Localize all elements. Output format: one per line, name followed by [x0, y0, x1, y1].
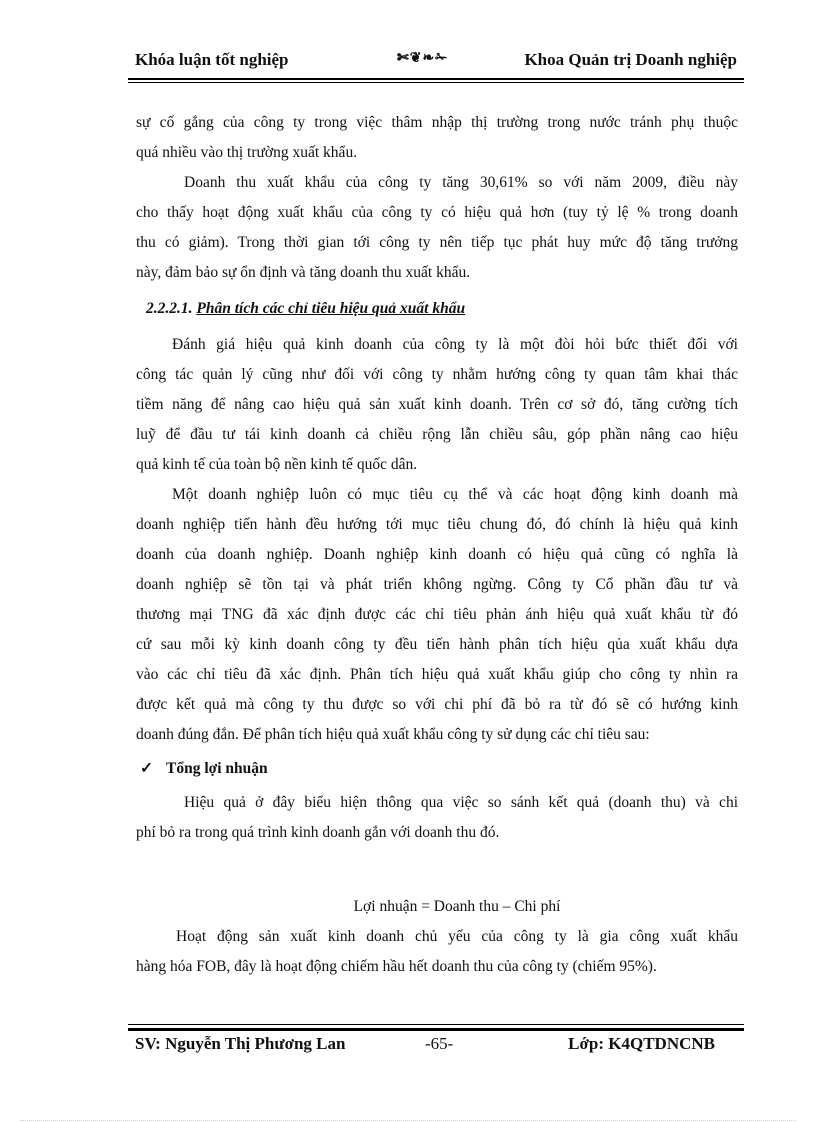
paragraph-1 — [136, 108, 738, 168]
text-line: này, đảm bảo sự ổn định và tăng doanh thu xuất khẩu. — [136, 264, 471, 281]
text-line: doanh nghiệp sẽ tồn tại và phát triển không ngừng. Công ty Cổ phần đầu tư và — [136, 576, 738, 593]
text-line: được kết quả mà công ty thu được so với chi phí đã bỏ ra từ đó sẽ có hướng kinh — [136, 696, 738, 713]
text-line: Hiệu quả ở đây biểu hiện thông qua việc so sánh kết quả (doanh thu) và chi — [184, 794, 738, 811]
footer-rule — [128, 1028, 744, 1031]
text-line: quá nhiều vào thị trường xuất khẩu. — [136, 144, 358, 161]
footer-rule-thin — [128, 1024, 744, 1025]
text-line: phí bỏ ra trong quá trình kinh doanh gắn với doanh thu đó. — [136, 824, 500, 841]
paragraph-6 — [136, 922, 738, 982]
formula-text: Lợi nhuận = Doanh thu – Chi phí — [353, 898, 561, 915]
text-line: sự cố gắng của công ty trong việc thâm nhập thị trường trong nước tránh phụ thuộc — [136, 114, 738, 131]
text-line: Hoạt động sản xuất kinh doanh chủ yếu của công ty là gia công xuất khẩu — [176, 928, 738, 945]
text-line: công tác quản lý cũng như đối với công ty nhằm hướng công ty quan tâm khai thác — [136, 366, 738, 383]
header-faculty: Khoa Quản trị Doanh nghiệp — [524, 50, 737, 69]
footer-student: SV: Nguyễn Thị Phương Lan — [135, 1034, 346, 1053]
checkmark-icon: ✓ — [140, 760, 153, 777]
text-line: doanh nghiệp tiến hành đều hướng tới mục tiêu chung đó, đó chính là hiệu quả kinh — [136, 516, 738, 533]
text-line: Một doanh nghiệp luôn có mục tiêu cụ thể và các hoạt động kinh doanh mà — [172, 486, 738, 503]
formula — [136, 892, 738, 922]
page-edge — [20, 1120, 796, 1121]
page-content — [136, 108, 738, 982]
header-rule — [128, 78, 744, 80]
page-footer — [135, 1034, 715, 1060]
header-thesis-title: Khóa luận tốt nghiệp — [135, 50, 289, 69]
paragraph-2 — [136, 168, 738, 288]
text-line: doanh đúng đắn. Để phân tích hiệu quả xuất khẩu công ty sử dụng các chỉ tiêu sau: — [136, 726, 650, 743]
text-line: tiềm năng để nâng cao hiệu quả sản xuất kinh doanh. Trên cơ sở đó, tăng cường tích — [136, 396, 738, 413]
header-rule-thin — [128, 82, 744, 83]
paragraph-4 — [136, 480, 738, 750]
text-line: quả kinh tế của toàn bộ nền kinh tế quốc dân. — [136, 456, 418, 473]
text-line: Doanh thu xuất khẩu của công ty tăng 30,61% so với năm 2009, điều này — [184, 174, 738, 191]
text-line: thu có giảm). Trong thời gian tới công ty nên tiếp tục phát huy mức độ tăng trưởng — [136, 234, 738, 251]
bullet-item — [136, 754, 738, 784]
text-line: thương mại TNG đã xác định được các chỉ tiêu phản ánh hiệu quả xuất khẩu từ đó — [136, 606, 738, 623]
paragraph-5 — [136, 788, 738, 848]
text-line: hàng hóa FOB, đây là hoạt động chiếm hầu hết doanh thu của công ty (chiếm 95%). — [136, 958, 657, 975]
text-line: Đánh giá hiệu quả kinh doanh của công ty là một đòi hỏi bức thiết đối với — [172, 336, 738, 353]
section-number: 2.2.2.1. — [146, 300, 193, 317]
paragraph-3 — [136, 330, 738, 480]
text-line: cho thấy hoạt động xuất khẩu của công ty có hiệu quả hơn (tuy tỷ lệ % trong doanh — [136, 204, 738, 221]
text-line: doanh của doanh nghiệp. Doanh nghiệp kinh doanh có hiệu quả cũng có nghĩa là — [136, 546, 738, 563]
header-ornament-icon: ✄❦❧✁ — [397, 51, 448, 66]
text-line: luỹ để đầu tư tái kinh doanh cả chiều rộng lẫn chiều sâu, góp phần nâng cao hiệu — [136, 426, 738, 443]
section-heading — [136, 294, 738, 324]
text-line: cứ sau mỗi kỳ kinh doanh công ty đều tiến hành phân tích hiệu qủa xuất khẩu dựa — [136, 636, 738, 653]
text-line: vào các chỉ tiêu đã xác định. Phân tích hiệu quả xuất khẩu giúp cho công ty nhìn ra — [136, 666, 738, 683]
page-number: -65- — [425, 1034, 454, 1053]
page-header — [135, 45, 737, 75]
section-title: Phân tích các chỉ tiêu hiệu quả xuất khẩu — [196, 300, 466, 317]
bullet-label: Tổng lợi nhuận — [166, 760, 268, 777]
footer-class: Lớp: K4QTDNCNB — [568, 1034, 715, 1053]
